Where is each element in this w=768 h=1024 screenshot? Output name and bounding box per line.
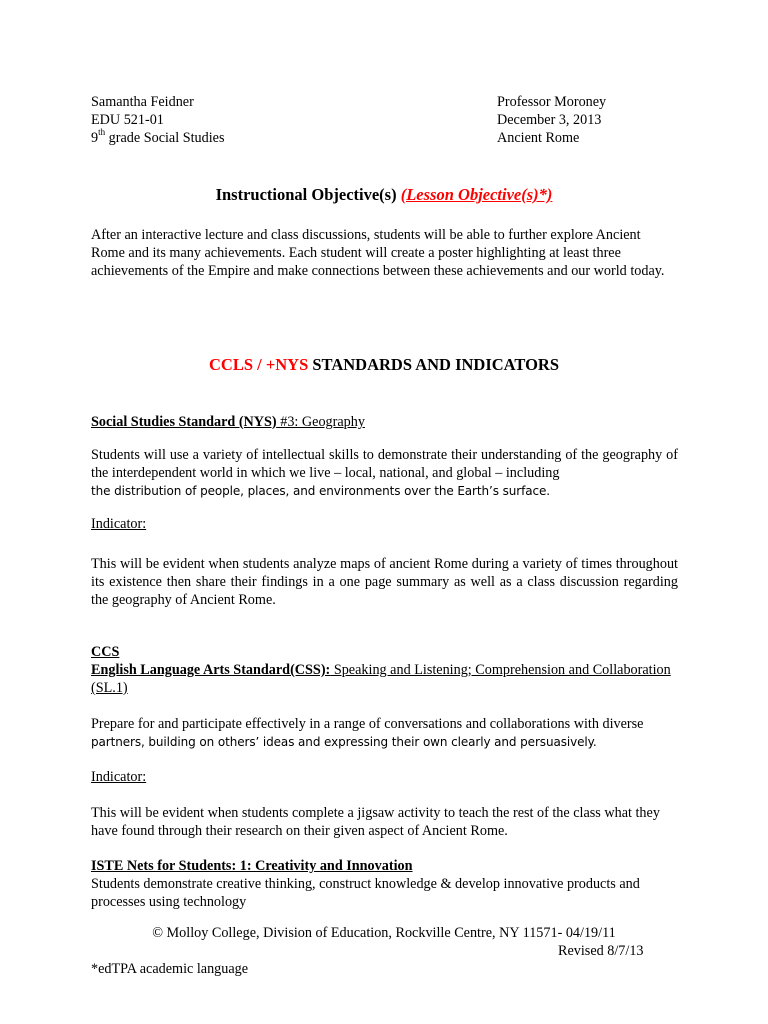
header-right [497, 93, 606, 147]
iste-body: Students demonstrate creative thinking, construct knowledge & develop innovative products and processes using technology [91, 876, 640, 910]
social-studies-body-serif: Students will use a variety of intellectual skills to demonstrate their understanding of the geography of the interdependent world in which we live – local, national, and global – including [91, 447, 678, 481]
social-studies-indicator-body: This will be evident when students analyze maps of ancient Rome during a variety of times throughout its existence then share their findings in a one page summary as well as a class discussion regarding the geography of Ancient Rome. [91, 556, 678, 608]
iste-heading: ISTE Nets for Students: 1: Creativity and Innovation [91, 858, 413, 874]
objective-title [0, 186, 768, 204]
ela-heading-rest: Speaking and Listening; Comprehension and Collaboration (SL.1) [91, 662, 671, 696]
social-studies-heading-rest: #3: Geography [276, 414, 365, 430]
social-studies-indicator-label: Indicator: [91, 516, 147, 532]
standards-title [0, 356, 768, 374]
footer-copyright: © Molloy College, Division of Education, Rockville Centre, NY 11571- 04/19/11 [152, 925, 616, 941]
footer-revised: Revised 8/7/13 [558, 943, 644, 959]
ela-body-sans: partners, building on others’ ideas and expressing their own clearly and persuasively. [91, 735, 597, 749]
standards-title-main: STANDARDS AND INDICATORS [312, 355, 560, 374]
grade-ordinal: th [98, 127, 106, 138]
standards-title-prefix: CCLS / +NYS [208, 355, 313, 374]
objective-title-main: Instructional Objective(s) [215, 185, 401, 204]
ela-indicator-label: Indicator: [91, 769, 147, 785]
ela-body-serif: Prepare for and participate effectively in a range of conversations and collaborations with diverse [91, 716, 644, 732]
ccs-label: CCS [91, 644, 120, 660]
social-studies-heading [91, 413, 678, 431]
grade-subject-text: grade Social Studies [105, 130, 225, 146]
course-code: EDU 521-01 [91, 112, 164, 128]
objective-title-note: (Lesson Objective(s)*) [400, 185, 553, 204]
ela-body [91, 715, 678, 751]
footer-note: *edTPA academic language [91, 961, 249, 977]
ela-heading-bold: English Language Arts Standard(CSS): [91, 662, 331, 678]
social-studies-heading-bold: Social Studies Standard (NYS) [91, 414, 277, 430]
ela-heading [91, 661, 678, 697]
professor-name: Professor Moroney [497, 94, 607, 110]
document-date: December 3, 2013 [497, 112, 602, 128]
grade-subject [91, 129, 225, 147]
ela-indicator-body: This will be evident when students complete a jigsaw activity to teach the rest of the class what they have found through their research on their given aspect of Ancient Rome. [91, 805, 660, 839]
lesson-topic: Ancient Rome [497, 130, 580, 146]
author-name: Samantha Feidner [91, 94, 194, 110]
objective-body: After an interactive lecture and class discussions, students will be able to further explore Ancient Rome and its many achievements. Each student will create a poster highlighting at least three achievements of the Empire and make connections between these achievements and our world today. [91, 227, 665, 279]
header-left [91, 93, 225, 147]
social-studies-body-sans: the distribution of people, places, and environments over the Earth’s surface. [91, 484, 550, 498]
social-studies-body [91, 446, 678, 500]
grade-number: 9 [91, 130, 99, 146]
